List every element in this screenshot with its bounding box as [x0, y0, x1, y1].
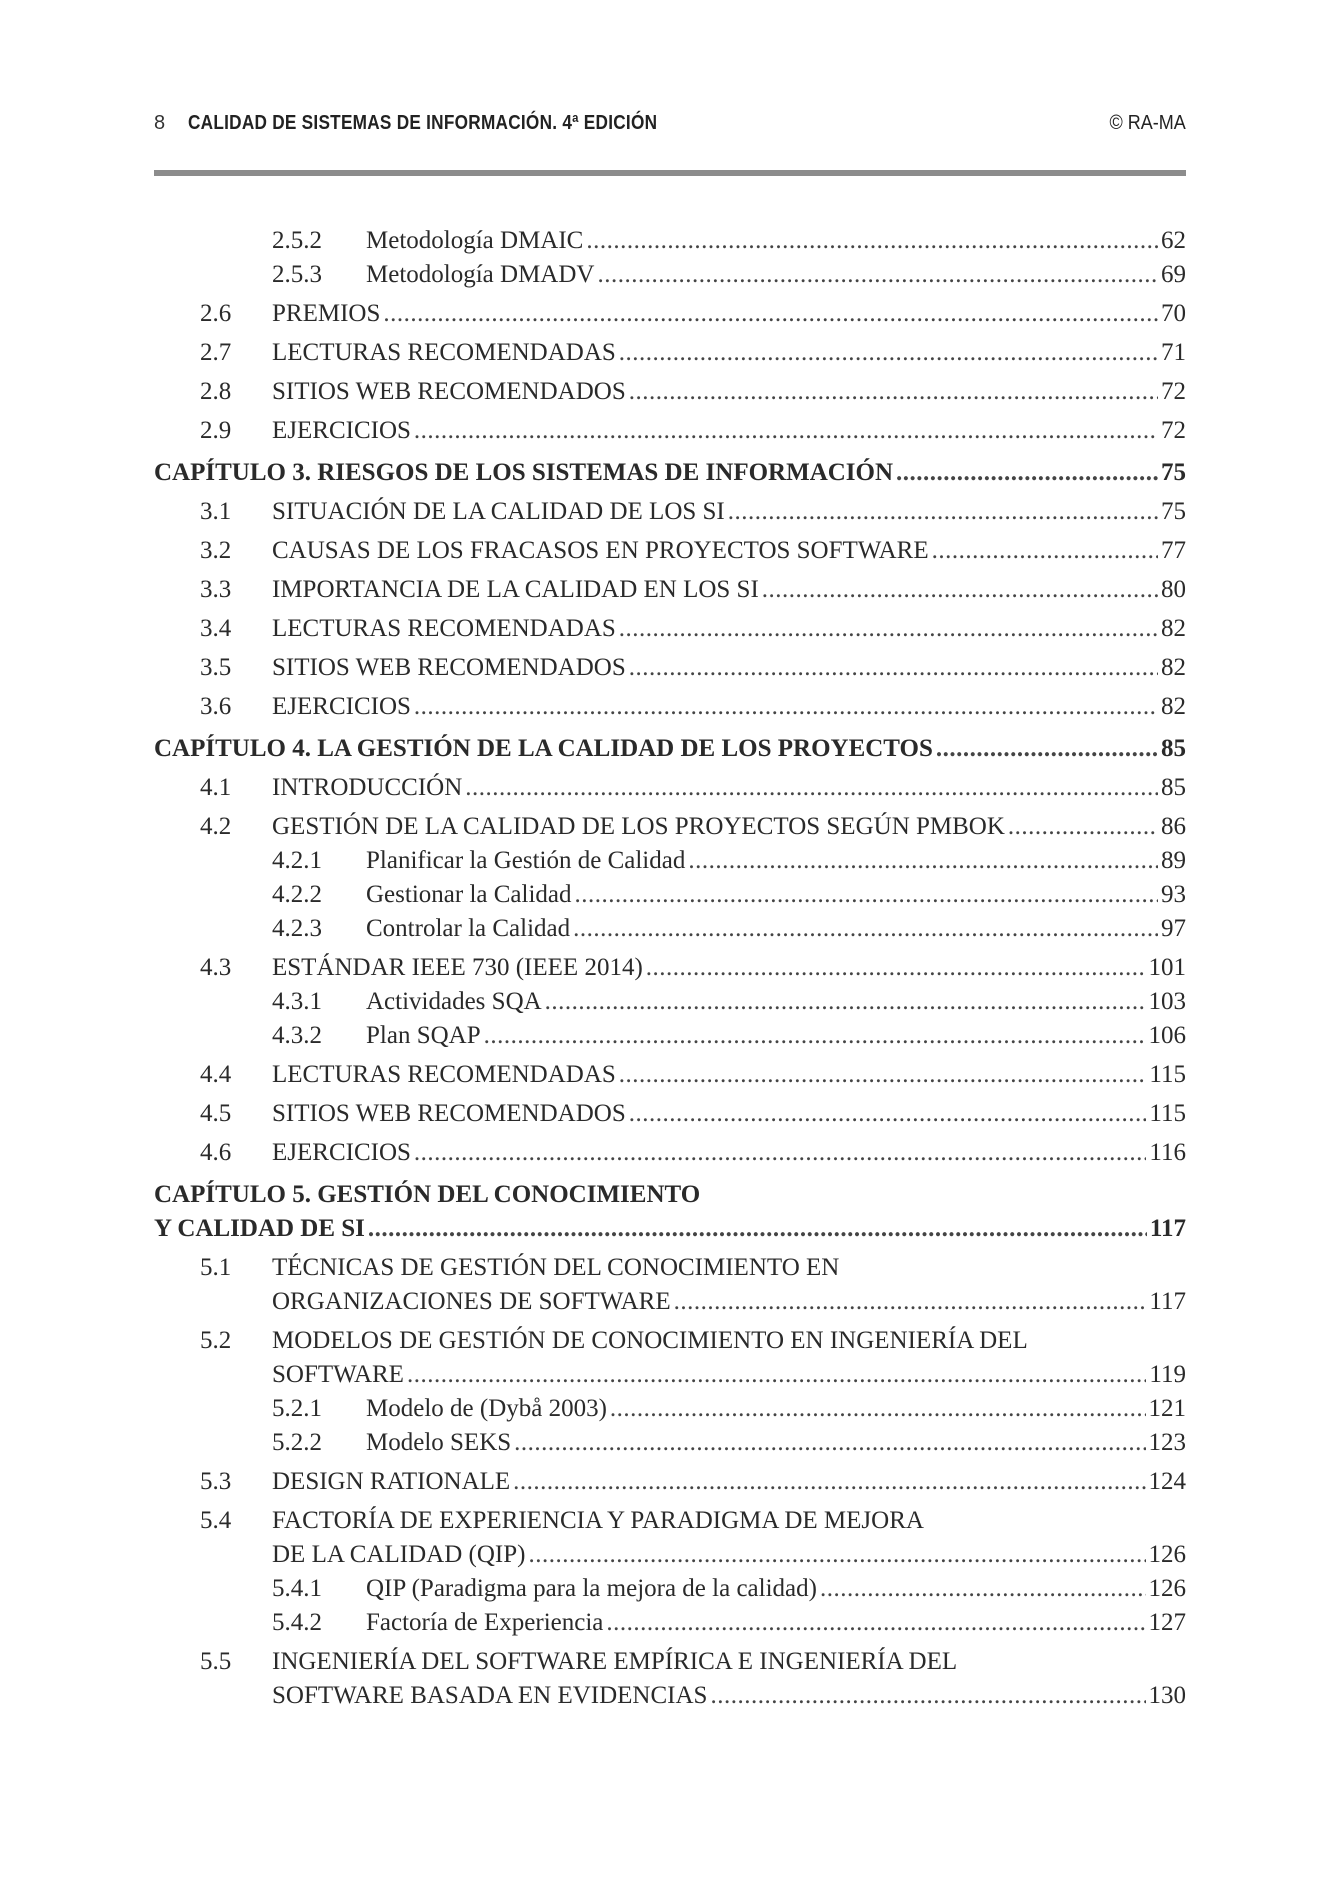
toc-page-number: 70 — [1161, 300, 1186, 327]
toc-chapter — [154, 456, 1186, 490]
toc-entry-title: Factoría de Experiencia — [366, 1609, 604, 1636]
toc-entry — [154, 1645, 1186, 1713]
toc-entry-title: Plan SQAP — [366, 1022, 481, 1049]
dot-leader — [646, 951, 1146, 985]
toc-page-number: 82 — [1161, 654, 1186, 681]
toc-entry — [154, 651, 1186, 685]
toc-entry-title: Metodología DMADV — [366, 261, 595, 288]
toc-page-number: 72 — [1161, 417, 1186, 444]
toc-entry — [154, 1136, 1186, 1170]
toc-entry-number: 5.4.1 — [272, 1575, 322, 1602]
toc-entry-title: EJERCICIOS — [272, 693, 411, 720]
toc-page-number: 124 — [1148, 1468, 1186, 1495]
toc-entry-title: Metodología DMAIC — [366, 227, 584, 254]
toc-entry-number: 2.7 — [200, 339, 232, 366]
toc-entry — [154, 951, 1186, 985]
toc-entry-title: SITIOS WEB RECOMENDADOS — [272, 654, 626, 681]
toc-chapter — [154, 1178, 1186, 1246]
toc-page-number: 85 — [1161, 774, 1186, 801]
toc-entry-number: 3.4 — [200, 615, 232, 642]
toc-entry-number: 2.5.2 — [272, 227, 322, 254]
toc-entry-title: Y CALIDAD DE SI — [154, 1215, 365, 1242]
dot-leader — [414, 414, 1158, 448]
toc-entry-number: 5.5 — [200, 1648, 232, 1675]
toc-entry-title: ESTÁNDAR IEEE 730 (IEEE 2014) — [272, 954, 643, 981]
dot-leader — [575, 878, 1159, 912]
page-header — [154, 106, 1186, 142]
toc-entry — [154, 771, 1186, 805]
toc-page-number: 126 — [1148, 1575, 1186, 1602]
toc-entry-number: 5.3 — [200, 1468, 232, 1495]
toc-page-number: 116 — [1149, 1139, 1186, 1166]
dot-leader — [383, 297, 1158, 331]
toc-page-number: 119 — [1149, 1361, 1186, 1388]
toc-page-number: 126 — [1148, 1541, 1186, 1568]
toc-page-number: 89 — [1161, 847, 1186, 874]
dot-leader — [936, 732, 1158, 766]
toc-entry-number: 4.2 — [200, 813, 232, 840]
toc-page-number: 115 — [1149, 1061, 1186, 1088]
toc-page-number: 80 — [1161, 576, 1186, 603]
toc-page-number: 123 — [1148, 1429, 1186, 1456]
toc-page-number: 127 — [1148, 1609, 1186, 1636]
toc-entry — [154, 534, 1186, 568]
toc-entry — [154, 1572, 1186, 1606]
dot-leader — [513, 1465, 1145, 1499]
dot-leader — [688, 844, 1158, 878]
dot-leader — [1008, 810, 1158, 844]
toc-entry-title: DESIGN RATIONALE — [272, 1468, 511, 1495]
toc-entry-title: TÉCNICAS DE GESTIÓN DEL CONOCIMIENTO EN — [272, 1254, 840, 1281]
dot-leader — [629, 651, 1158, 685]
toc-entry-title: LECTURAS RECOMENDADAS — [272, 1061, 616, 1088]
toc-entry — [154, 495, 1186, 529]
dot-leader — [610, 1392, 1146, 1426]
toc-entry — [154, 1504, 1186, 1572]
dot-leader — [619, 612, 1158, 646]
dot-leader — [514, 1426, 1145, 1460]
toc-entry-number: 5.4 — [200, 1507, 232, 1534]
toc-entry-title: CAPÍTULO 4. LA GESTIÓN DE LA CALIDAD DE LOS PROYECTOS — [154, 735, 933, 762]
toc-entry-number: 4.2.3 — [272, 915, 322, 942]
toc-entry — [154, 985, 1186, 1019]
toc-entry — [154, 1392, 1186, 1426]
dot-leader — [932, 534, 1158, 568]
toc-entry-title: LECTURAS RECOMENDADAS — [272, 615, 616, 642]
toc-entry-title: GESTIÓN DE LA CALIDAD DE LOS PROYECTOS SEGÚN PMBOK — [272, 813, 1005, 840]
toc-page-number: 115 — [1149, 1100, 1186, 1127]
toc-page-number: 86 — [1161, 813, 1186, 840]
toc-page-number: 82 — [1161, 693, 1186, 720]
toc-page-number: 103 — [1148, 988, 1186, 1015]
table-of-contents — [154, 224, 1186, 1713]
dot-leader — [674, 1285, 1147, 1319]
dot-leader — [573, 912, 1158, 946]
toc-entry — [154, 1058, 1186, 1092]
toc-entry-title: EJERCICIOS — [272, 1139, 411, 1166]
toc-entry-title: INGENIERÍA DEL SOFTWARE EMPÍRICA E INGENIERÍA DEL — [272, 1648, 958, 1675]
dot-leader — [545, 985, 1146, 1019]
dot-leader — [896, 456, 1158, 490]
toc-entry-number: 5.2.2 — [272, 1429, 322, 1456]
toc-entry-number: 4.3 — [200, 954, 232, 981]
toc-entry — [154, 297, 1186, 331]
toc-entry-number: 2.5.3 — [272, 261, 322, 288]
toc-entry — [154, 258, 1186, 292]
toc-entry-number: 2.6 — [200, 300, 232, 327]
toc-entry-title: LECTURAS RECOMENDADAS — [272, 339, 616, 366]
dot-leader — [597, 258, 1158, 292]
dot-leader — [629, 1097, 1147, 1131]
toc-entry-title: Actividades SQA — [366, 988, 542, 1015]
toc-entry-number: 5.2.1 — [272, 1395, 322, 1422]
toc-entry — [154, 336, 1186, 370]
toc-page-number: 106 — [1148, 1022, 1186, 1049]
dot-leader — [484, 1019, 1146, 1053]
toc-entry — [154, 1097, 1186, 1131]
page-number: 8 — [154, 112, 166, 134]
toc-entry-title: MODELOS DE GESTIÓN DE CONOCIMIENTO EN INGENIERÍA DEL — [272, 1327, 1028, 1354]
toc-entry-number: 5.4.2 — [272, 1609, 322, 1636]
toc-entry-title: SOFTWARE BASADA EN EVIDENCIAS — [272, 1682, 708, 1709]
toc-entry — [154, 414, 1186, 448]
toc-entry-title: FACTORÍA DE EXPERIENCIA Y PARADIGMA DE MEJORA — [272, 1507, 924, 1534]
toc-entry-title: INTRODUCCIÓN — [272, 774, 463, 801]
dot-leader — [465, 771, 1158, 805]
toc-entry-number: 3.2 — [200, 537, 232, 564]
dot-leader — [586, 224, 1158, 258]
toc-entry — [154, 573, 1186, 607]
toc-entry — [154, 1465, 1186, 1499]
toc-entry-number: 4.3.1 — [272, 988, 322, 1015]
dot-leader — [528, 1538, 1145, 1572]
dot-leader — [407, 1358, 1146, 1392]
toc-entry-title: Gestionar la Calidad — [366, 881, 572, 908]
toc-entry-title: Modelo SEKS — [366, 1429, 512, 1456]
toc-entry — [154, 224, 1186, 258]
toc-entry-title: QIP (Paradigma para la mejora de la calidad) — [366, 1575, 817, 1602]
toc-entry-title: SITIOS WEB RECOMENDADOS — [272, 378, 626, 405]
dot-leader — [629, 375, 1158, 409]
toc-page-number: 117 — [1149, 1288, 1186, 1315]
toc-entry-number: 4.1 — [200, 774, 232, 801]
toc-entry-number: 4.3.2 — [272, 1022, 322, 1049]
toc-entry-number: 3.5 — [200, 654, 232, 681]
dot-leader — [762, 573, 1158, 607]
toc-page-number: 85 — [1161, 735, 1186, 762]
toc-entry-number: 4.2.1 — [272, 847, 322, 874]
toc-entry-title: SOFTWARE — [272, 1361, 404, 1388]
toc-entry-number: 4.4 — [200, 1061, 232, 1088]
toc-entry-number: 4.2.2 — [272, 881, 322, 908]
toc-entry — [154, 1606, 1186, 1640]
toc-entry — [154, 375, 1186, 409]
toc-page-number: 72 — [1161, 378, 1186, 405]
toc-page-number: 97 — [1161, 915, 1186, 942]
toc-entry-title: DE LA CALIDAD (QIP) — [272, 1541, 526, 1568]
dot-leader — [728, 495, 1158, 529]
toc-entry-title: ORGANIZACIONES DE SOFTWARE — [272, 1288, 671, 1315]
toc-entry — [154, 1426, 1186, 1460]
toc-page-number: 82 — [1161, 615, 1186, 642]
toc-page-number: 75 — [1161, 459, 1186, 486]
toc-entry-number: 5.1 — [200, 1254, 232, 1281]
dot-leader — [368, 1212, 1147, 1246]
toc-entry-number: 4.5 — [200, 1100, 232, 1127]
toc-entry — [154, 878, 1186, 912]
toc-page-number: 69 — [1161, 261, 1186, 288]
toc-entry-number: 3.3 — [200, 576, 232, 603]
dot-leader — [619, 1058, 1147, 1092]
toc-entry-title: CAUSAS DE LOS FRACASOS EN PROYECTOS SOFTWARE — [272, 537, 929, 564]
toc-page-number: 93 — [1161, 881, 1186, 908]
toc-entry-title: CAPÍTULO 5. GESTIÓN DEL CONOCIMIENTO — [154, 1181, 701, 1208]
header-rule — [154, 170, 1186, 176]
toc-entry-number: 3.6 — [200, 693, 232, 720]
toc-entry — [154, 690, 1186, 724]
dot-leader — [606, 1606, 1145, 1640]
toc-chapter — [154, 732, 1186, 766]
toc-entry — [154, 810, 1186, 844]
toc-page-number: 62 — [1161, 227, 1186, 254]
book-title: CALIDAD DE SISTEMAS DE INFORMACIÓN. 4ª EDICIÓN — [188, 112, 658, 134]
toc-entry-number: 5.2 — [200, 1327, 232, 1354]
toc-page-number: 75 — [1161, 498, 1186, 525]
toc-entry-number: 4.6 — [200, 1139, 232, 1166]
toc-entry-title: SITUACIÓN DE LA CALIDAD DE LOS SI — [272, 498, 725, 525]
toc-entry-title: PREMIOS — [272, 300, 381, 327]
toc-entry-title: Controlar la Calidad — [366, 915, 571, 942]
toc-page-number: 121 — [1148, 1395, 1186, 1422]
toc-page-number: 101 — [1148, 954, 1186, 981]
toc-page-number: 117 — [1149, 1215, 1186, 1242]
dot-leader — [414, 690, 1158, 724]
toc-entry-number: 2.9 — [200, 417, 232, 444]
publisher: © RA-MA — [1109, 112, 1186, 134]
toc-page-number: 71 — [1161, 339, 1186, 366]
toc-entry — [154, 912, 1186, 946]
toc-entry-number: 3.1 — [200, 498, 232, 525]
dot-leader — [820, 1572, 1146, 1606]
toc-entry-title: EJERCICIOS — [272, 417, 411, 444]
toc-entry — [154, 844, 1186, 878]
dot-leader — [414, 1136, 1147, 1170]
toc-entry — [154, 1019, 1186, 1053]
toc-entry — [154, 1324, 1186, 1392]
dot-leader — [710, 1679, 1145, 1713]
toc-entry — [154, 1251, 1186, 1319]
toc-entry-title: CAPÍTULO 3. RIESGOS DE LOS SISTEMAS DE INFORMACIÓN — [154, 459, 894, 486]
toc-entry-title: Planificar la Gestión de Calidad — [366, 847, 686, 874]
toc-entry-title: Modelo de (Dybå 2003) — [366, 1395, 607, 1422]
toc-entry-number: 2.8 — [200, 378, 232, 405]
dot-leader — [619, 336, 1158, 370]
toc-entry-title: IMPORTANCIA DE LA CALIDAD EN LOS SI — [272, 576, 759, 603]
toc-page-number: 130 — [1148, 1682, 1186, 1709]
toc-page-number: 77 — [1161, 537, 1186, 564]
toc-entry — [154, 612, 1186, 646]
toc-entry-title: SITIOS WEB RECOMENDADOS — [272, 1100, 626, 1127]
